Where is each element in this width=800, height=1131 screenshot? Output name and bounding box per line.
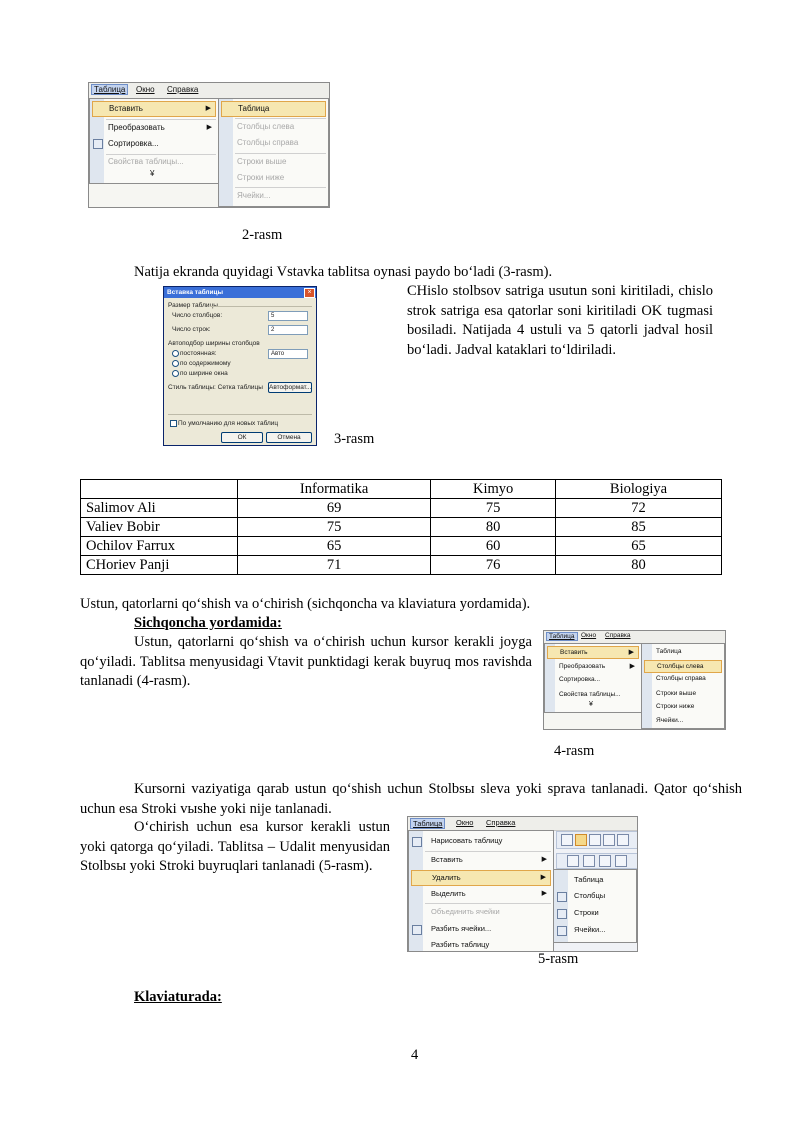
menu-help[interactable]: Справка: [486, 818, 516, 827]
table-menu: [544, 643, 642, 713]
radio-content[interactable]: [172, 360, 179, 367]
figure-5-caption: 5-rasm: [538, 951, 579, 967]
table-cell: Valiev Bobir: [81, 518, 238, 537]
side-paragraph: CHislo stolbsov satriga usutun soni kiritiladi, chislo strok satriga esa qatorlar soni kiritiladi OK tugmasi bosiladi. Natijada 4 ustuli va 5 qatorli jadval hosil bo‘ladi. Jadval kataklari to‘ldiriladi.: [407, 283, 713, 358]
table-row: [81, 518, 722, 537]
column-icon[interactable]: [617, 834, 629, 846]
mouse-heading: Sichqoncha yordamida:: [134, 615, 282, 631]
chart-icon[interactable]: [589, 834, 601, 846]
menu-item-properties: Свойства таблицы...: [108, 157, 184, 166]
cursor-paragraph-text: Kursorni vaziyatiga qarab ustun qo‘shish uchun Stolbsы sleva yoki sprava tanlanadi. Qator qo‘shish uchun esa Stroki vыshe yoki nije tanlanadi.: [80, 781, 742, 817]
table-header-row: [81, 480, 722, 499]
figure-4-menu-screenshot: [543, 630, 726, 730]
submenu-item-cols-left: Столбцы слева: [237, 122, 295, 131]
table-cell: 75: [238, 518, 431, 537]
menu-table[interactable]: Таблица: [410, 818, 445, 829]
table-row: [81, 499, 722, 518]
submenu-item-cells: Ячейки...: [237, 191, 271, 200]
numbered-list-icon[interactable]: [583, 855, 595, 867]
default-checkbox-label: По умолчанию для новых таблиц: [178, 420, 279, 427]
table-row: [81, 556, 722, 575]
table-cell: CHoriev Panji: [81, 556, 238, 575]
section-heading: Ustun, qatorlarni qo‘shish va o‘chirish (sichqoncha va klaviatura yordamida).: [80, 596, 531, 612]
menu-item-split-cells[interactable]: Разбить ячейки...: [431, 924, 492, 933]
toolbar-formatting: [556, 853, 638, 869]
menu-item-insert[interactable]: Вставить ▶: [92, 101, 216, 117]
grades-table: [80, 479, 722, 575]
table-header-cell: Informatika: [238, 480, 431, 499]
table-row: [81, 537, 722, 556]
submenu-item-rows-above[interactable]: Строки выше: [656, 690, 697, 697]
menu-item-merge-cells: Объединить ячейки: [431, 907, 500, 916]
section-autofit-label: Автоподбор ширины столбцов: [168, 340, 260, 347]
submenu-item-columns[interactable]: Столбцы: [574, 891, 606, 900]
bullet-list-icon[interactable]: [567, 855, 579, 867]
submenu-item-rows-above: Строки выше: [237, 157, 287, 166]
rows-label: Число строк:: [172, 326, 211, 333]
sheet-icon[interactable]: [603, 834, 615, 846]
figure-4-caption: 4-rasm: [554, 743, 595, 759]
table-menu: [408, 830, 554, 952]
table-cell: 80: [556, 556, 722, 575]
submenu-item-rows-below[interactable]: Строки ниже: [656, 703, 695, 710]
cursor-paragraph: [80, 780, 742, 819]
menu-item-sort[interactable]: Сортировка...: [559, 676, 601, 683]
menu-table[interactable]: Таблица: [91, 84, 128, 95]
submenu-item-table[interactable]: Таблица: [221, 101, 326, 117]
delete-columns-icon: [557, 892, 567, 902]
table-cell: 60: [431, 537, 556, 556]
submenu-item-cells[interactable]: Ячейки...: [656, 717, 684, 724]
table-header-cell: Kimyo: [431, 480, 556, 499]
opt-fixed-label: постоянная:: [180, 350, 217, 357]
table-cell: 69: [238, 499, 431, 518]
split-cells-icon: [412, 925, 422, 935]
sort-icon: [93, 139, 103, 149]
style-label: Стиль таблицы: Сетка таблицы: [168, 384, 263, 391]
indent-icon[interactable]: [599, 855, 611, 867]
submenu-item-cells[interactable]: Ячейки...: [574, 925, 606, 934]
submenu-item-rows[interactable]: Строки: [574, 908, 599, 917]
rows-input[interactable]: 2: [268, 325, 308, 335]
grid-icon[interactable]: [561, 834, 573, 846]
table-cell: 85: [556, 518, 722, 537]
menu-item-convert[interactable]: Преобразовать ▶: [559, 663, 635, 670]
table-cell: 65: [556, 537, 722, 556]
menu-help[interactable]: Справка: [167, 85, 199, 94]
menu-item-properties[interactable]: Свойства таблицы...: [559, 691, 621, 698]
ok-button[interactable]: ОК: [221, 432, 263, 443]
insert-submenu: [218, 98, 329, 207]
submenu-item-rows-below: Строки ниже: [237, 173, 285, 182]
radio-window[interactable]: [172, 370, 179, 377]
dialog-title: Вставка таблицы: [164, 287, 316, 298]
insert-submenu: [641, 643, 725, 729]
radio-fixed[interactable]: [172, 350, 179, 357]
menu-bar: [408, 817, 637, 831]
pencil-icon: [412, 837, 422, 847]
table-header-cell: [81, 480, 238, 499]
table-header-cell: Biologiya: [556, 480, 722, 499]
menu-item-sort[interactable]: Сортировка...: [108, 139, 159, 148]
submenu-item-table[interactable]: Таблица: [574, 875, 604, 884]
mouse-paragraph-text: Ustun, qatorlarni qo‘shish va o‘chirish uchun kursor kerakli joyga qo‘yiladi. Tablitsa menyusidagi Vtavit punktidagi kerak buyruq mos ravishda tanlanadi (4-rasm).: [80, 634, 532, 689]
menu-window[interactable]: Окно: [456, 818, 474, 827]
submenu-item-cols-left[interactable]: Столбцы слева: [644, 660, 722, 673]
cancel-button[interactable]: Отмена: [266, 432, 312, 443]
menu-item-select[interactable]: Выделить ▶: [431, 889, 547, 898]
delete-submenu: [553, 869, 637, 943]
menu-window[interactable]: Окно: [581, 632, 597, 639]
figure-3-caption: 3-rasm: [334, 431, 375, 447]
menu-item-insert[interactable]: Вставить ▶: [547, 646, 639, 659]
table-cell: 65: [238, 537, 431, 556]
delete-cells-icon: [557, 926, 567, 936]
table-cell: Ochilov Farrux: [81, 537, 238, 556]
cols-input[interactable]: 5: [268, 311, 308, 321]
autoformat-button[interactable]: Автоформат...: [269, 384, 312, 391]
keyboard-heading: Klaviaturada:: [134, 989, 222, 1005]
table-cell: 76: [431, 556, 556, 575]
submenu-item-cols-right: Столбцы справа: [237, 138, 299, 147]
figure-2-caption: 2-rasm: [242, 227, 283, 243]
close-icon[interactable]: ×: [304, 288, 315, 298]
delete-paragraph-text: O‘chirish uchun esa kursor kerakli ustun yoki qatorga qo‘yiladi. Tablitsa – Udalit menyusidan Stolbsы yoki Stroki buyruqlari tanlanadi (5-rasm).: [80, 819, 390, 874]
menu-item-split-table[interactable]: Разбить таблицу: [431, 940, 490, 949]
page-number: 4: [411, 1047, 419, 1063]
chevron-down-icon[interactable]: ¥: [589, 701, 593, 708]
table-format-icon[interactable]: [575, 834, 587, 846]
mouse-paragraph: [80, 633, 532, 692]
table-cell: 71: [238, 556, 431, 575]
fixed-width-input[interactable]: Авто: [268, 349, 308, 359]
menu-item-draw-table[interactable]: Нарисовать таблицу: [431, 836, 503, 845]
menu-item-insert[interactable]: Вставить ▶: [431, 855, 547, 864]
menu-window[interactable]: Окно: [136, 85, 155, 94]
menu-bar: [89, 83, 329, 99]
toolbar: [556, 831, 638, 849]
table-cell: Salimov Ali: [81, 499, 238, 518]
opt-window-label: по ширине окна: [180, 370, 228, 377]
delete-paragraph: [80, 818, 390, 877]
delete-rows-icon: [557, 909, 567, 919]
default-checkbox[interactable]: [170, 420, 177, 427]
figure-2-menu-screenshot: [88, 82, 330, 208]
intro-sentence: Natija ekranda quyidagi Vstavka tablitsa oynasi paydo bo‘ladi (3-rasm).: [134, 264, 553, 280]
opt-content-label: по содержимому: [180, 360, 231, 367]
table-menu: [89, 98, 219, 184]
outdent-icon[interactable]: [615, 855, 627, 867]
cols-label: Число столбцов:: [172, 312, 223, 319]
section-size-label: Размер таблицы: [168, 302, 218, 309]
figure-5-menu-screenshot: [407, 816, 638, 952]
chevron-down-icon[interactable]: ¥: [150, 169, 155, 178]
menu-table[interactable]: Таблица: [546, 632, 578, 641]
table-cell: 80: [431, 518, 556, 537]
menu-item-delete[interactable]: Удалить ▶: [411, 870, 551, 886]
table-cell: 75: [431, 499, 556, 518]
submenu-item-table[interactable]: Таблица: [656, 648, 682, 655]
insert-table-dialog: [163, 286, 317, 446]
submenu-item-cols-right[interactable]: Столбцы справа: [656, 675, 706, 682]
menu-help[interactable]: Справка: [605, 632, 631, 639]
menu-item-convert[interactable]: Преобразовать ▶: [108, 123, 212, 132]
table-cell: 72: [556, 499, 722, 518]
